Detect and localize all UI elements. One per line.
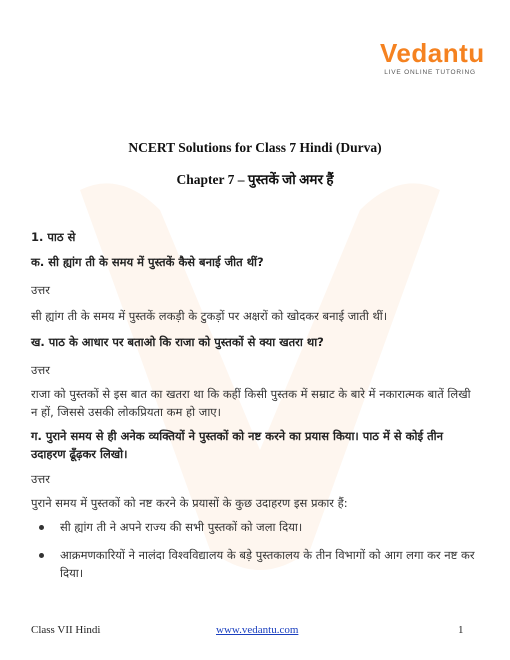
page-number: 1 [458, 624, 464, 636]
logo-tagline: LIVE ONLINE TUTORING [384, 69, 476, 76]
bullet-icon [39, 553, 44, 558]
logo-wordmark: Vedantu [380, 38, 485, 68]
footer-website-link[interactable]: www.vedantu.com [216, 624, 299, 636]
answer-3-intro: पुराने समय में पुस्तकों को नष्ट करने के प्रयासों के कुछ उदाहरण इस प्रकार हैं: [31, 496, 348, 510]
list-item [60, 546, 480, 582]
list-item [60, 518, 480, 536]
document-title: NCERT Solutions for Class 7 Hindi (Durva) [128, 140, 382, 155]
footer-class-label: Class VII Hindi [31, 624, 101, 636]
question-1: क. सी ह्यांग ती के समय में पुस्तकें कैसे बनाई जीत थीं? [31, 255, 264, 269]
question-3: ग. पुराने समय से ही अनेक व्यक्तियों ने पुस्तकों को नष्ट करने का प्रयास किया। पाठ में से कोई तीन उदाहरण ढूँढ़कर लिखो। [31, 429, 444, 461]
section-heading-text: 1. पाठ से [31, 230, 76, 244]
section-heading [31, 228, 471, 246]
answer-1: सी ह्यांग ती के समय में पुस्तकें लकड़ी के टुकड़ों पर अक्षरों को खोदकर बनाई जाती थीं। [31, 309, 388, 323]
question-2: ख. पाठ के आधार पर बताओ कि राजा को पुस्तकों से क्या खतरा था? [31, 335, 324, 349]
vedantu-logo[interactable] [380, 38, 485, 76]
chapter-title: Chapter 7 – पुस्तकें जो अमर हैं [176, 172, 334, 187]
answer-2: राजा को पुस्तकों से इस बात का खतरा था कि कहीं किसी पुस्तक में सम्राट के बारे में नकारात्मक बातें लिखी न हों, जिससे उसकी लोकप्रियता कम हो जाए। [31, 387, 471, 419]
bullet-icon [39, 525, 44, 530]
answer-label-3: उत्तर [31, 472, 50, 486]
list-item-text: आक्रमणकारियों ने नालंदा विश्वविद्यालय के बड़े पुस्तकालय के तीन विभागों को आग लगा कर नष्ट कर दिया। [60, 548, 475, 580]
answer-label-1: उत्तर [31, 283, 50, 297]
list-item-text: सी ह्यांग ती ने अपने राज्य की सभी पुस्तकों को जला दिया। [60, 520, 303, 534]
answer-label-2: उत्तर [31, 363, 50, 377]
